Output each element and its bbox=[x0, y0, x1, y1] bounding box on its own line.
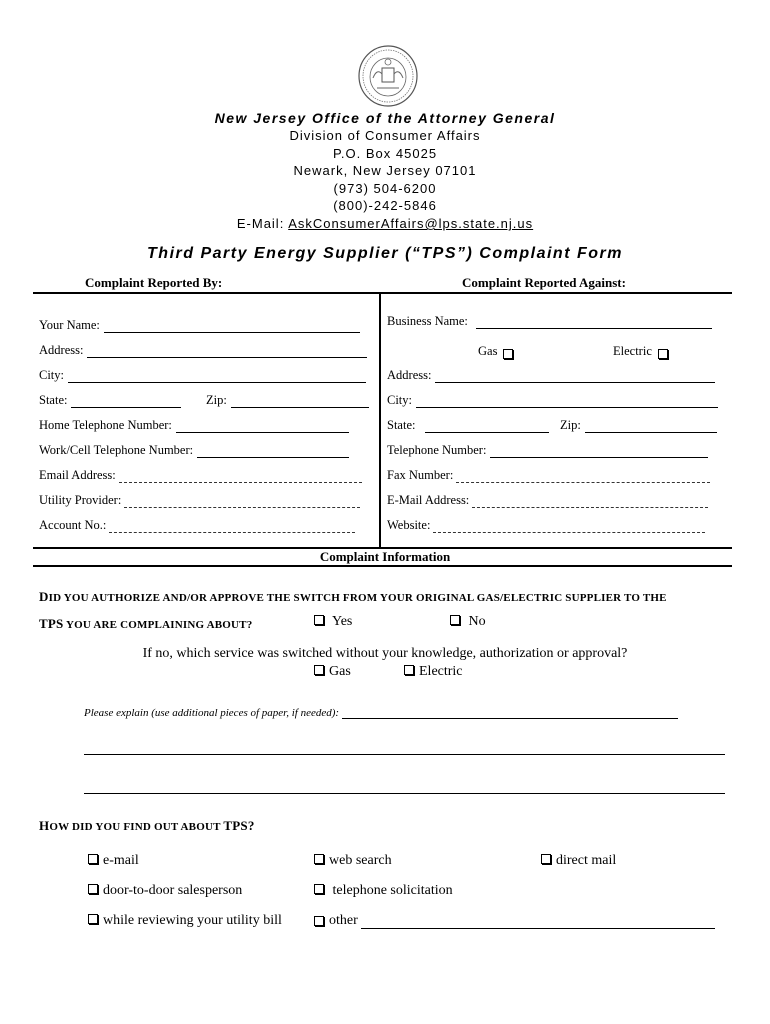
explain-line-3[interactable] bbox=[84, 793, 725, 794]
state-seal-logo bbox=[357, 44, 419, 108]
electric-checkbox[interactable]: Electric bbox=[613, 344, 673, 359]
gas-checkbox[interactable]: Gas bbox=[478, 344, 518, 359]
divider-top bbox=[33, 292, 732, 294]
email-field[interactable]: Email Address: bbox=[39, 468, 362, 483]
email-line: E-Mail: AskConsumerAffairs@lps.state.nj.us bbox=[236, 216, 534, 231]
checkbox-icon bbox=[314, 884, 324, 894]
fax-field[interactable]: Fax Number: bbox=[387, 468, 710, 483]
question-find-out: HOW DID YOU FIND OUT ABOUT TPS? bbox=[39, 818, 255, 833]
reported-by-heading: Complaint Reported By: bbox=[85, 275, 223, 290]
checkbox-icon bbox=[314, 854, 324, 864]
switched-gas-checkbox[interactable]: Gas bbox=[312, 664, 351, 680]
address-field[interactable]: Address: bbox=[39, 343, 367, 358]
other-option[interactable]: other bbox=[312, 913, 715, 929]
city-field[interactable]: City: bbox=[39, 368, 366, 383]
divider-bottom bbox=[33, 565, 732, 567]
business-city-field[interactable]: City: bbox=[387, 393, 718, 408]
checkbox-icon bbox=[314, 665, 324, 675]
yes-checkbox[interactable]: Yes bbox=[312, 614, 352, 630]
utility-provider-field[interactable]: Utility Provider: bbox=[39, 493, 360, 508]
checkbox-icon bbox=[658, 349, 668, 359]
phone-1: (973) 504-6200 bbox=[333, 181, 437, 196]
reported-against-heading: Complaint Reported Against: bbox=[462, 275, 626, 290]
checkbox-icon bbox=[450, 615, 460, 625]
form-title: Third Party Energy Supplier (“TPS”) Complaint Form bbox=[147, 245, 623, 262]
email-option[interactable]: e-mail bbox=[86, 853, 139, 869]
email-link[interactable]: AskConsumerAffairs@lps.state.nj.us bbox=[288, 216, 534, 231]
question-authorize-line1: DID YOU AUTHORIZE AND/OR APPROVE THE SWITCH FROM YOUR ORIGINAL GAS/ELECTRIC SUPPLIER TO THE bbox=[39, 589, 667, 604]
telephone-solicitation-option[interactable]: telephone solicitation bbox=[312, 883, 453, 899]
switched-electric-checkbox[interactable]: Electric bbox=[402, 664, 463, 680]
website-field[interactable]: Website: bbox=[387, 518, 705, 533]
checkbox-icon bbox=[503, 349, 513, 359]
if-no-question: If no, which service was switched without your knowledge, authorization or approval? bbox=[142, 646, 628, 661]
no-checkbox[interactable]: No bbox=[448, 614, 486, 630]
checkbox-icon bbox=[314, 916, 324, 926]
business-name-field[interactable]: Business Name: bbox=[387, 314, 712, 329]
home-phone-field[interactable]: Home Telephone Number: bbox=[39, 418, 349, 433]
account-number-field[interactable]: Account No.: bbox=[39, 518, 355, 533]
web-search-option[interactable]: web search bbox=[312, 853, 392, 869]
business-address-field[interactable]: Address: bbox=[387, 368, 715, 383]
state-field[interactable]: State: bbox=[39, 393, 181, 408]
city-line: Newark, New Jersey 07101 bbox=[293, 163, 477, 178]
checkbox-icon bbox=[314, 615, 324, 625]
business-email-field[interactable]: E-Mail Address: bbox=[387, 493, 708, 508]
door-to-door-option[interactable]: door-to-door salesperson bbox=[86, 883, 242, 899]
other-line[interactable] bbox=[361, 914, 715, 929]
business-state-field[interactable]: State: bbox=[387, 418, 549, 433]
checkbox-icon bbox=[88, 914, 98, 924]
explain-field[interactable]: Please explain (use additional pieces of paper, if needed): bbox=[84, 706, 678, 719]
work-phone-field[interactable]: Work/Cell Telephone Number: bbox=[39, 443, 349, 458]
phone-2: (800)-242-5846 bbox=[333, 198, 437, 213]
complaint-info-heading: Complaint Information bbox=[319, 549, 451, 564]
zip-field[interactable]: Zip: bbox=[206, 393, 369, 408]
divider-vertical bbox=[379, 294, 381, 548]
explain-line-2[interactable] bbox=[84, 754, 725, 755]
po-box: P.O. Box 45025 bbox=[332, 146, 438, 161]
your-name-field[interactable]: Your Name: bbox=[39, 318, 360, 333]
direct-mail-option[interactable]: direct mail bbox=[539, 853, 616, 869]
question-authorize-line2: TPS YOU ARE COMPLAINING ABOUT? bbox=[39, 616, 253, 631]
office-title: New Jersey Office of the Attorney General bbox=[214, 110, 556, 126]
checkbox-icon bbox=[88, 884, 98, 894]
business-phone-field[interactable]: Telephone Number: bbox=[387, 443, 708, 458]
checkbox-icon bbox=[88, 854, 98, 864]
business-zip-field[interactable]: Zip: bbox=[560, 418, 717, 433]
utility-bill-option[interactable]: while reviewing your utility bill bbox=[86, 913, 282, 929]
checkbox-icon bbox=[404, 665, 414, 675]
checkbox-icon bbox=[541, 854, 551, 864]
division-name: Division of Consumer Affairs bbox=[289, 128, 481, 143]
